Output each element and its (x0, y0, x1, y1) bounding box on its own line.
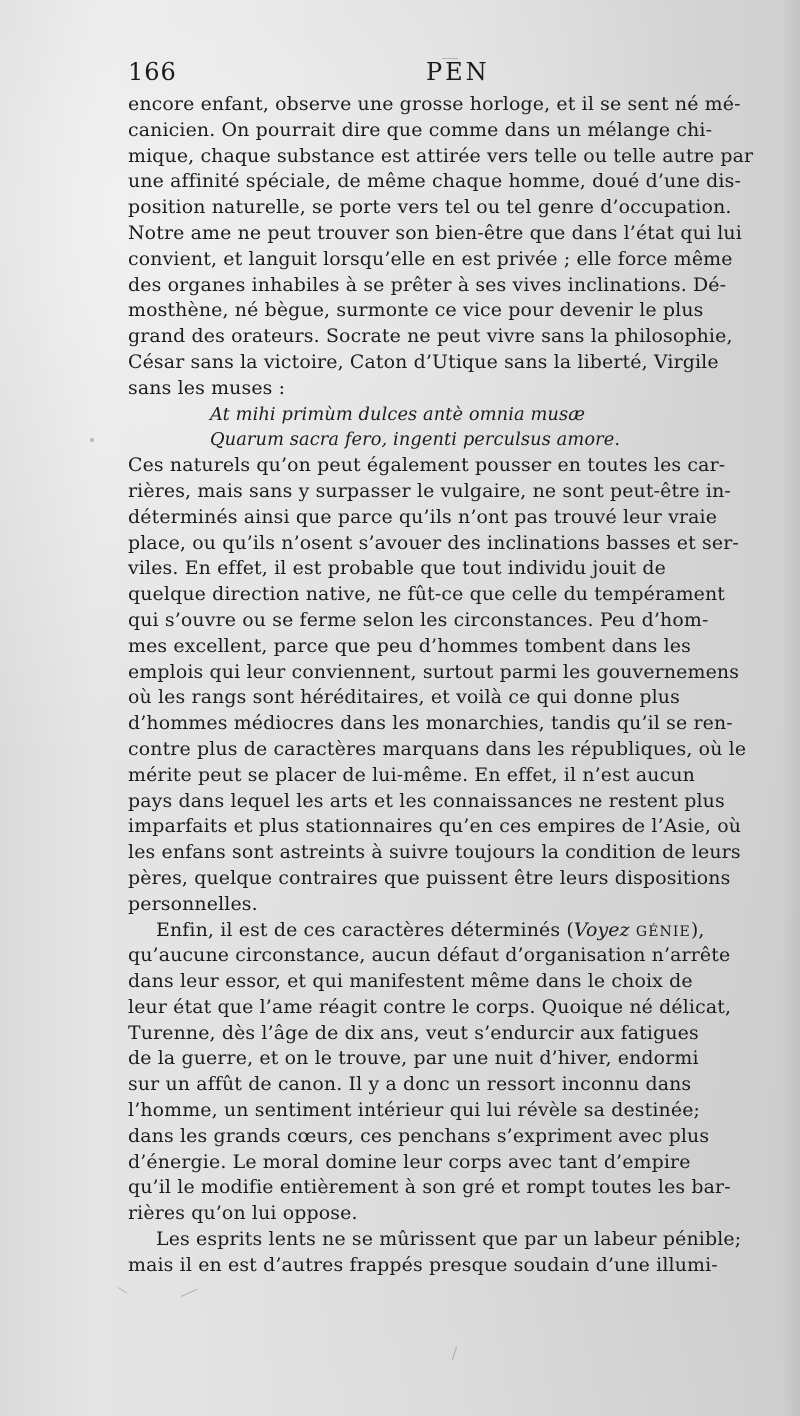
page-header (128, 58, 778, 92)
text-line: des organes inhabiles à se prêter à ses vives inclinations. Dé- (128, 273, 727, 296)
text-line: canicien. On pourrait dire que comme dans un mélange chi- (128, 118, 713, 141)
text-line: position naturelle, se porte vers tel ou tel genre d’occupation. (128, 196, 732, 219)
paper-mark (442, 58, 458, 59)
text-line-with-reference (128, 918, 782, 944)
text-line: convient, et languit lorsqu’elle en est privée ; elle force même (128, 247, 733, 270)
paper-mark (90, 438, 94, 442)
text-line: emplois qui leur conviennent, surtout parmi les gouvernemens (128, 660, 740, 683)
text-line: qu’il le modifie entièrement à son gré et rompt toutes les bar- (128, 1176, 731, 1199)
text-line: place, ou qu’ils n’osent s’avouer des inclinations basses et ser- (128, 531, 739, 554)
text-line: pères, quelque contraires que puissent être leurs dispositions (128, 866, 731, 889)
text-line: personnelles. (128, 892, 258, 915)
page-edge-shadow (782, 0, 800, 1416)
text-line: déterminés ainsi que parce qu’ils n’ont pas trouvé leur vraie (128, 505, 718, 528)
quote-line: At mihi primùm dulces antè omnia musæ (210, 403, 586, 425)
text-line: où les rangs sont héréditaires, et voilà ce qui donne plus (128, 686, 680, 709)
text-line: viles. En effet, il est probable que tout individu jouit de (128, 557, 666, 580)
text-line: Les esprits lents ne se mûrissent que par un labeur pénible; (156, 1228, 742, 1251)
text-line: qu’aucune circonstance, aucun défaut d’organisation n’arrête (128, 944, 731, 967)
page-number: 166 (128, 58, 177, 86)
reference-intro: Enfin, il est de ces caractères déterminés ( (156, 918, 574, 941)
running-head: PEN (426, 58, 490, 86)
text-line: grand des orateurs. Socrate ne peut vivre sans la philosophie, (128, 325, 733, 348)
text-line: rières qu’on lui oppose. (128, 1202, 358, 1225)
genie-reference: GÉNIE (635, 923, 691, 940)
text-line: Ces naturels qu’on peut également pousser en toutes les car- (128, 454, 726, 477)
text-line: mais il en est d’autres frappés presque soudain d’une illumi- (128, 1253, 718, 1276)
text-line: mosthène, né bègue, surmonte ce vice pour devenir le plus (128, 299, 704, 322)
text-line: contre plus de caractères marquans dans les républiques, où le (128, 737, 747, 760)
text-line: mérite peut se placer de lui-même. En effet, il n’est aucun (128, 763, 695, 786)
text-line: pays dans lequel les arts et les connaissances ne restent plus (128, 789, 725, 812)
voyez-reference: Voyez (573, 918, 630, 941)
text-line: une affinité spéciale, de même chaque homme, doué d’une dis- (128, 170, 741, 193)
text-line: mique, chaque substance est attirée vers telle ou telle autre par (128, 144, 754, 167)
text-line: encore enfant, observe une grosse horloge, et il se sent né mé- (128, 93, 741, 115)
paper-mark (118, 1287, 127, 1293)
main-text (128, 92, 782, 1279)
text-line: rières, mais sans y surpasser le vulgaire, ne sont peut-être in- (128, 479, 731, 502)
text-line: leur état que l’ame réagit contre le corps. Quoique né délicat, (128, 995, 732, 1018)
text-line: l’homme, un sentiment intérieur qui lui révèle sa destinée; (128, 1099, 701, 1122)
paper-mark (452, 1346, 457, 1360)
text-line: dans leur essor, et qui manifestent même dans le choix de (128, 970, 693, 993)
text-line: quelque direction native, ne fût-ce que celle du tempérament (128, 583, 726, 606)
paper-mark (181, 1289, 198, 1297)
text-line: qui s’ouvre ou se ferme selon les circonstances. Peu d’hom- (128, 608, 709, 631)
text-line: sans les muses : (128, 376, 286, 399)
text-line: d’énergie. Le moral domine leur corps avec tant d’empire (128, 1150, 691, 1173)
text-line: de la guerre, et on le trouve, par une nuit d’hiver, endormi (128, 1047, 699, 1070)
text-line: imparfaits et plus stationnaires qu’en ces empires de l’Asie, où (128, 815, 742, 838)
quote-line: Quarum sacra fero, ingenti perculsus amore. (210, 429, 621, 451)
text-line: dans les grands cœurs, ces penchans s’expriment avec plus (128, 1124, 710, 1147)
text-line: sur un affût de canon. Il y a donc un ressort inconnu dans (128, 1073, 692, 1096)
text-line: les enfans sont astreints à suivre toujours la condition de leurs (128, 841, 741, 864)
text-line: d’hommes médiocres dans les monarchies, tandis qu’il se ren- (128, 712, 733, 735)
reference-closing: ), (690, 918, 705, 941)
text-line: César sans la victoire, Caton d’Utique sans la liberté, Virgile (128, 350, 719, 373)
text-line: Turenne, dès l’âge de dix ans, veut s’endurcir aux fatigues (128, 1021, 699, 1044)
text-line: mes excellent, parce que peu d’hommes tombent dans les (128, 634, 691, 657)
text-line: Notre ame ne peut trouver son bien-être que dans l’état qui lui (128, 221, 742, 244)
